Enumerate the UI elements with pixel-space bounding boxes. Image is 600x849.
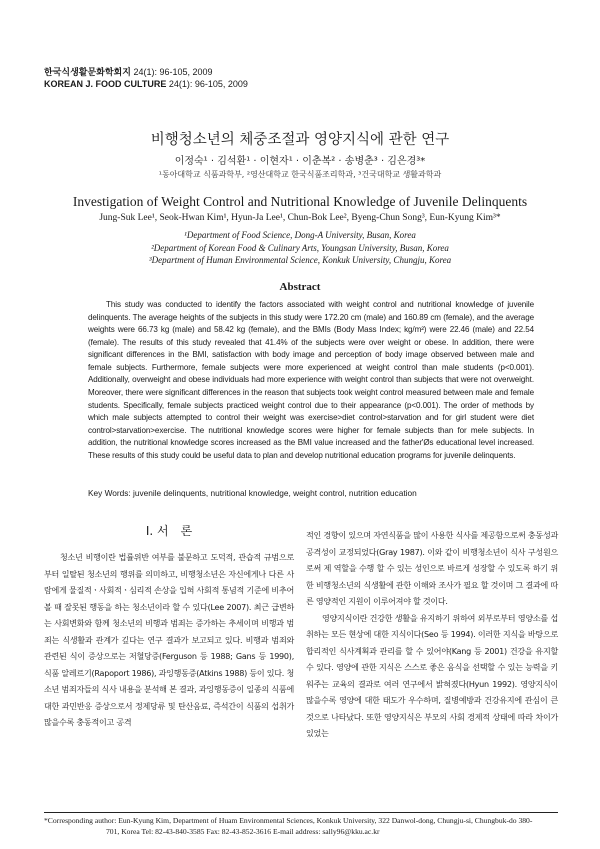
body-paragraph: 영양지식이란 건강한 생활을 유지하기 위하여 외부로부터 영양소를 섭취하는 모든 현상에 대한 지식이다(Seo 등 1994). 이러한 지식을 바탕으로 합리적인 식사계획과 관리를 할 수 있어야(Kang 등 2001) 건강을 유지할 수 있다. 영양에 관한 지식은 스스로 좋은 음식을 선택할 수 있는 능력을 키워주는 교육의 결과로 여러 연구에서 밝혀졌다(Hyun 1992). 영양지식이 많을수록 영양에 대한 태도가 우수하며, 질병예방과 건강유지에 관심이 큰 것으로 나타났다. 또한 영양지식은 부모의 사회 경제적 상태에 따라 차이가 있었는 (306, 613, 558, 738)
abstract-heading: Abstract (279, 281, 321, 293)
journal-header (44, 66, 248, 90)
body-column-left (44, 550, 294, 732)
journal-citation-ko: 24(1): 96-105, 2009 (133, 67, 213, 77)
body-column-right (306, 528, 558, 743)
affiliations-english (0, 229, 600, 267)
authors-english: Jung-Suk Lee¹, Seok-Hwan Kim¹, Hyun-Ja Lee¹, Chun-Bok Lee², Byeng-Chun Song³, Eun-Kyung Kim³* (99, 213, 501, 223)
affiliations-korean: ¹동아대학교 식품과학부, ²영산대학교 한국식품조리학과, ³건국대학교 생활과학과 (158, 170, 442, 179)
affiliation-2: ²Department of Korean Food & Culinary Arts, Youngsan University, Busan, Korea (151, 242, 449, 253)
body-paragraph: 청소년 비행이란 법률위반 여부를 불문하고 도덕적, 관습적 규범으로부터 일탈된 청소년의 행위를 의미하고, 비행청소년은 자신에게나 다른 사람에게 물질적ㆍ사회적ㆍ심리적 손상을 입혀 사회적 통념적 기준에 비추어 볼 때 잘못된 행동을 하는 청소년이라 할 수 있다(Lee 2007). 최근 급변하는 사회변화와 함께 청소년의 비행과 범죄는 증가하는 추세이며 비행과 범죄는 식생활과 관계가 깊다는 연구 결과가 보고되고 있다. 비행과 범죄와 관련된 식이 증상으로는 저혈당증(Ferguson 등 1988; Gans 등 1990), 식품 알레르기(Rapoport 1986), 과잉행동증(Atkins 1988) 등이 있다. 청소년 범죄자들의 식사 내용을 분석해 본 결과, 과잉행동증이 일종의 식품에 대한 과민반응 증상으로서 정제당류 및 탄산음료, 즉석간이 식품의 섭취가 많을수록 충동적이고 공격 (44, 553, 294, 727)
footnote-divider (44, 812, 558, 813)
section-heading-introduction: I. 서 론 (145, 524, 193, 538)
journal-name-en: KOREAN J. FOOD CULTURE (44, 79, 167, 89)
journal-name-ko: 한국식생활문화학회지 (44, 67, 131, 77)
title-korean: 비행청소년의 체중조절과 영양지식에 관한 연구 (150, 132, 450, 148)
authors-korean: 이정숙¹ · 김석환¹ · 이현자¹ · 이춘복² · 송병춘³ · 김은경³* (174, 156, 426, 167)
title-english: Investigation of Weight Control and Nutritional Knowledge of Juvenile Delinquents (72, 194, 528, 209)
footnote-line-1: *Corresponding author: Eun-Kyung Kim, Department of Huam Environmental Sciences, Konkuk University, 322 Danwol-dong, Chungju-si, Chungbuk-do 380- (44, 816, 533, 825)
footnote-line-2: 701, Korea Tel: 82-43-840-3585 Fax: 82-43-852-3616 E-mail address: sally96@kku.ac.kr (106, 827, 380, 836)
corresponding-author-footnote (44, 815, 558, 837)
affiliation-1: ¹Department of Food Science, Dong-A University, Busan, Korea (184, 230, 416, 240)
keywords: Key Words: juvenile delinquents, nutritional knowledge, weight control, nutrition education (88, 488, 417, 498)
journal-citation-en: 24(1): 96-105, 2009 (168, 79, 248, 89)
abstract-body: This study was conducted to identify the factors associated with weight control and nutritional knowledge of juvenile delinquents. The average heights of the subjects in this study were 172.20 cm (male) and 160.89 cm (female), and the average weights were 66.73 kg (male) and 58.42 kg (female), and the BMIs (Body Mass Index; kg/m²) were 22.46 (male) and 22.54 (female). The results of this study revealed that 41.4% of the subjects were over weight or obese. In addition, there were significant differences in the BMI, satisfaction with body image and perception of body image observed between male and female subjects. Furthermore, female subjects were more experienced at weight control than male students (p<0.001). Additionally, overweight and obese individuals had more experience with weight control than subjects that were not overweight. Moreover, there were significant differences in the reason that subjects took weight control measured between male and female students. Specifically, female subjects practiced weight control due to their appearance (p<0.001). The order of methods by which male subjects attempted to control their weight was exercise>diet control>starvation and for girl student were diet control>starvation>exercise. The nutritional knowledge scores were higher for female subjects than for mele subjects. In addition, the nutritional knowledge scores increased as the BMI value increased and the father'Øs educational level increased. These results of this study could be useful data to plan and develop nutritional education programs for juvenile delinquents. (88, 300, 534, 460)
affiliation-3: ³Department of Human Environmental Science, Konkuk University, Chungju, Korea (148, 255, 452, 265)
body-paragraph: 적인 경향이 있으며 자연식품을 많이 사용한 식사를 제공함으로써 충동성과 공격성이 교정되었다(Gray 1987). 이와 같이 비행청소년이 식사 구성원으로써 제 역할을 수행 할 수 있는 성인으로 바르게 성장할 수 있도록 하기 위한 비행청소년의 식생활에 관한 이해와 조사가 필요 할 것이며 그 결과에 따른 영양적인 지원이 이루어져야 할 것이다. (306, 531, 558, 606)
